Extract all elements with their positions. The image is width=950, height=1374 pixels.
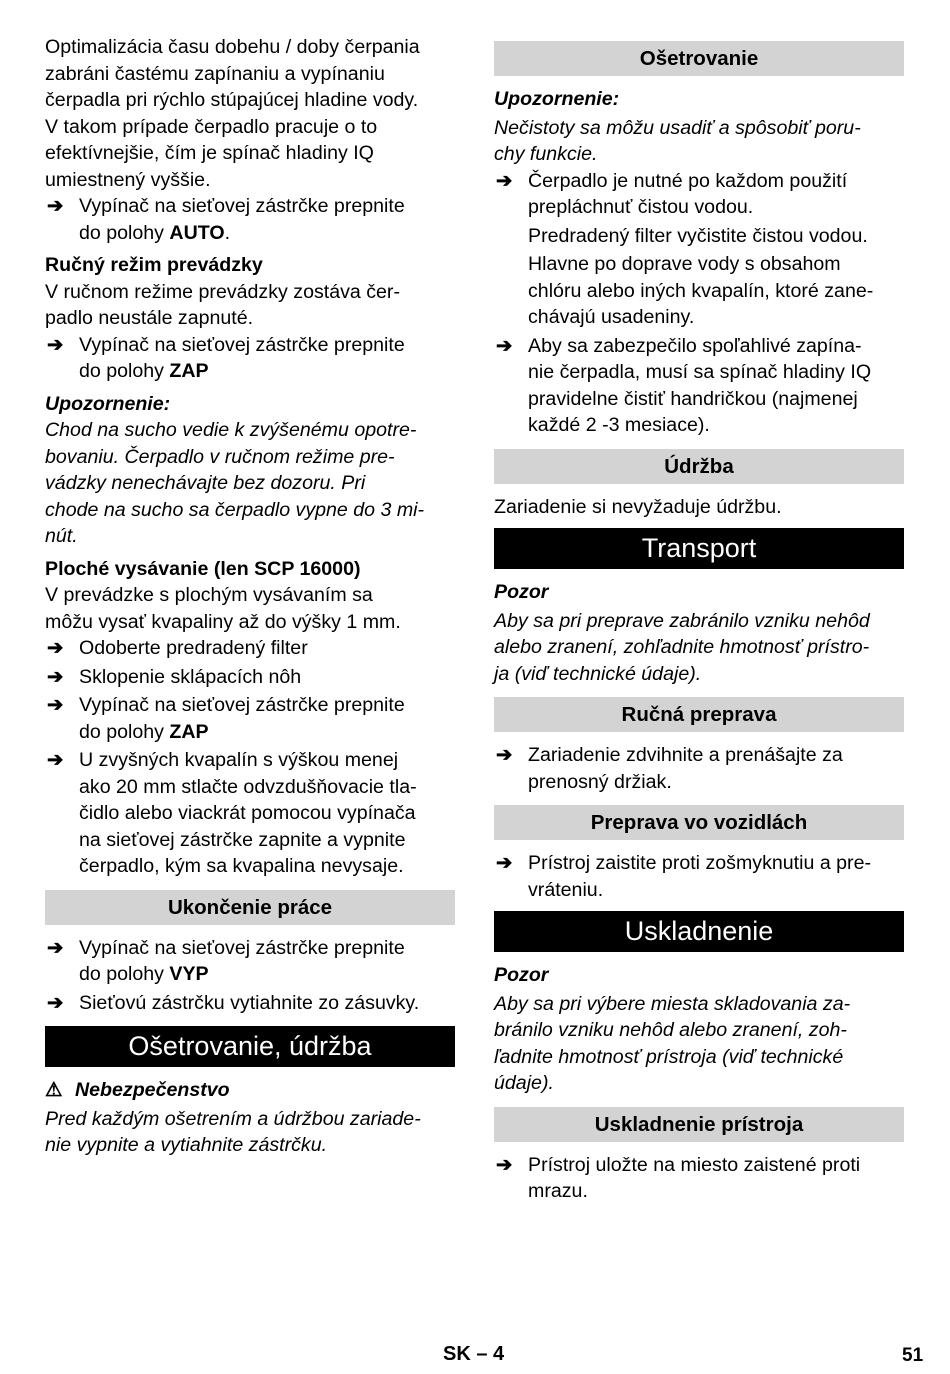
text-line: prenosný držiak. <box>528 770 672 793</box>
text-line: údaje). <box>494 1072 554 1094</box>
right-column <box>494 41 904 1205</box>
arrow-right-icon: ➔ <box>496 169 513 192</box>
arrow-right-icon: ➔ <box>496 852 513 874</box>
text-line: Vypínač na sieťovej zástrčke prepnite <box>79 195 405 217</box>
text-line: Vypínač na sieťovej zástrčke prepnite <box>79 694 405 716</box>
text-line: čidlo alebo viackrát pomocou vypínača <box>79 802 416 824</box>
arrow-right-icon: ➔ <box>496 1153 513 1176</box>
text-line: Zariadenie zdvihnite a prenášajte za <box>528 744 843 766</box>
text-line: Sieťovú zástrčku vytiahnite zo zásuvky. <box>79 991 420 1014</box>
note-heading: Upozornenie: <box>45 392 171 415</box>
footer-language-page: SK – 4 <box>443 1343 505 1365</box>
danger-heading: ⚠ Nebezpečenstvo <box>45 1077 455 1104</box>
text-line: chlóru alebo iných kvapalín, ktoré zane- <box>528 279 874 302</box>
bullet-item <box>494 333 904 439</box>
left-column <box>45 34 455 1159</box>
danger-text <box>45 1106 455 1159</box>
text-line: U zvyšných kvapalín s výškou menej <box>79 749 399 771</box>
text-line: Nečistoty sa môžu usadiť a spôsobiť poru- <box>494 116 861 139</box>
caution-heading: Pozor <box>494 581 549 603</box>
text-line: do polohy ZAP <box>79 720 209 743</box>
section-heading-end-of-work: Ukončenie práce <box>45 890 455 925</box>
text-line: chy funkcie. <box>494 143 598 165</box>
maintenance-text: Zariadenie si nevyžaduje údržbu. <box>494 495 782 518</box>
arrow-right-icon: ➔ <box>47 333 64 356</box>
text-line: umiestnený vyššie. <box>45 168 211 191</box>
arrow-right-icon: ➔ <box>47 637 64 659</box>
text-line: Prístroj zaistite proti zošmyknutiu a pre- <box>528 852 872 874</box>
text-line: nút. <box>45 525 78 547</box>
text-line: padlo neustále zapnuté. <box>45 307 254 329</box>
text-line: každé 2 -3 mesiace). <box>528 414 710 436</box>
text-line: Pred každým ošetrením a údržbou zariade- <box>45 1107 421 1130</box>
text-line: chode na sucho sa čerpadlo vypne do 3 mi- <box>45 498 425 521</box>
text-line: do polohy VYP <box>79 963 209 985</box>
arrow-right-icon: ➔ <box>496 334 513 357</box>
text-line: môžu vysať kvapaliny až do výšky 1 mm. <box>45 610 401 633</box>
bullet-item <box>45 193 455 246</box>
text-line: alebo zranení, zohľadnite hmotnosť prístro- <box>494 636 870 658</box>
text-line: do polohy ZAP <box>79 360 209 382</box>
arrow-right-icon: ➔ <box>496 744 513 766</box>
bullet-item <box>45 332 455 385</box>
arrow-right-icon: ➔ <box>47 195 64 217</box>
text-line: bovaniu. Čerpadlo v ručnom režime pre- <box>45 445 395 468</box>
chapter-banner-transport: Transport <box>494 528 904 569</box>
text-line: Optimalizácia času dobehu / doby čerpania <box>45 36 420 58</box>
text-line: na sieťovej zástrčke zapnite a vypnite <box>79 828 406 851</box>
text-line: vráteniu. <box>528 878 604 901</box>
text-line: čerpadla pri rýchlo stúpajúcej hladine vody. <box>45 89 419 111</box>
text-line: V ručnom režime prevádzky zostáva čer- <box>45 280 400 303</box>
bullet-item <box>45 664 455 691</box>
text-line: V prevádzke s plochým vysávaním sa <box>45 584 373 606</box>
intro-paragraph <box>45 34 455 193</box>
bullet-item <box>45 692 455 745</box>
section-heading-manual-transport: Ručná preprava <box>494 697 904 732</box>
text-line: nie vypnite a vytiahnite zástrčku. <box>45 1134 328 1156</box>
section-heading-maintenance: Údržba <box>494 449 904 484</box>
text-line: Prístroj uložte na miesto zaistené proti <box>528 1153 861 1176</box>
text-line: Aby sa pri výbere miesta skladovania za- <box>494 992 851 1015</box>
text-line: do polohy AUTO. <box>79 221 231 244</box>
mode-label: VYP <box>169 963 209 985</box>
text-line: V takom prípade čerpadlo pracuje o to <box>45 115 378 138</box>
text-line: Odoberte predradený filter <box>79 637 308 659</box>
text-line: vádzky nenechávajte bez dozoru. Pri <box>45 472 366 494</box>
text-line: zabráni častému zapínaniu a vypínaniu <box>45 62 385 85</box>
text-line: ľadnite hmotnosť prístroja (viď technické <box>494 1045 844 1068</box>
bullet-item <box>45 990 455 1017</box>
arrow-right-icon: ➔ <box>47 749 64 771</box>
text-line: Hlavne po doprave vody s obsahom <box>528 253 841 275</box>
warning-triangle-icon: ⚠ <box>45 1079 63 1101</box>
text-line: čerpadlo, kým sa kvapalina nevysaje. <box>79 855 404 877</box>
mode-label: AUTO <box>169 221 225 244</box>
bullet-item <box>45 935 455 988</box>
chapter-banner-storage: Uskladnenie <box>494 911 904 952</box>
note-text <box>494 115 904 168</box>
caution-heading: Pozor <box>494 964 549 986</box>
note-heading: Upozornenie: <box>494 88 620 110</box>
text-line: Vypínač na sieťovej zástrčke prepnite <box>79 936 405 959</box>
text-line: Sklopenie sklápacích nôh <box>79 665 302 688</box>
text-line: Vypínač na sieťovej zástrčke prepnite <box>79 333 405 356</box>
text-line: ja (viď technické údaje). <box>494 662 702 685</box>
arrow-right-icon: ➔ <box>47 665 64 688</box>
caution-text <box>494 608 904 688</box>
text-line: Predradený filter vyčistite čistou vodou. <box>528 224 868 247</box>
caution-text <box>494 991 904 1097</box>
bullet-item <box>494 168 904 331</box>
subheading-manual-mode: Ručný režim prevádzky <box>45 254 263 276</box>
text-line: Aby sa zabezpečilo spoľahlivé zapína- <box>528 334 862 357</box>
text-line: Chod na sucho vedie k zvýšenému opotre- <box>45 419 417 441</box>
note-text <box>45 417 455 550</box>
text-line: pravidelne čistiť handričkou (najmenej <box>528 387 858 410</box>
chapter-banner-care-maintenance: Ošetrovanie, údržba <box>45 1026 455 1067</box>
mode-label: ZAP <box>169 360 209 382</box>
text-line: nie čerpadla, musí sa spínač hladiny IQ <box>528 361 872 383</box>
text-line: mrazu. <box>528 1180 588 1202</box>
text-line: efektívnejšie, čím je spínač hladiny IQ <box>45 142 374 164</box>
section-heading-care: Ošetrovanie <box>494 41 904 76</box>
text-line: chávajú usadeniny. <box>528 306 695 328</box>
text-line: Čerpadlo je nutné po každom použití <box>528 169 848 192</box>
bullet-item <box>494 742 904 795</box>
section-heading-vehicle-transport: Preprava vo vozidlách <box>494 805 904 840</box>
text-line: ako 20 mm stlačte odvzdušňovacie tla- <box>79 775 417 798</box>
mode-label: ZAP <box>169 720 209 743</box>
section-heading-device-storage: Uskladnenie prístroja <box>494 1107 904 1142</box>
arrow-right-icon: ➔ <box>47 694 64 716</box>
bullet-item <box>45 747 455 880</box>
bullet-item <box>494 850 904 903</box>
text-line: bránilo vzniku nehôd alebo zranení, zoh- <box>494 1019 847 1041</box>
arrow-right-icon: ➔ <box>47 936 64 959</box>
text-line: prepláchnuť čistou vodou. <box>528 196 754 218</box>
bullet-item <box>45 635 455 662</box>
text-line: Aby sa pri preprave zabránilo vzniku nehôd <box>494 609 870 632</box>
page-number: 51 <box>902 1345 924 1366</box>
arrow-right-icon: ➔ <box>47 991 64 1014</box>
subheading-flat-suction: Ploché vysávanie (len SCP 16000) <box>45 557 361 580</box>
bullet-item <box>494 1152 904 1205</box>
